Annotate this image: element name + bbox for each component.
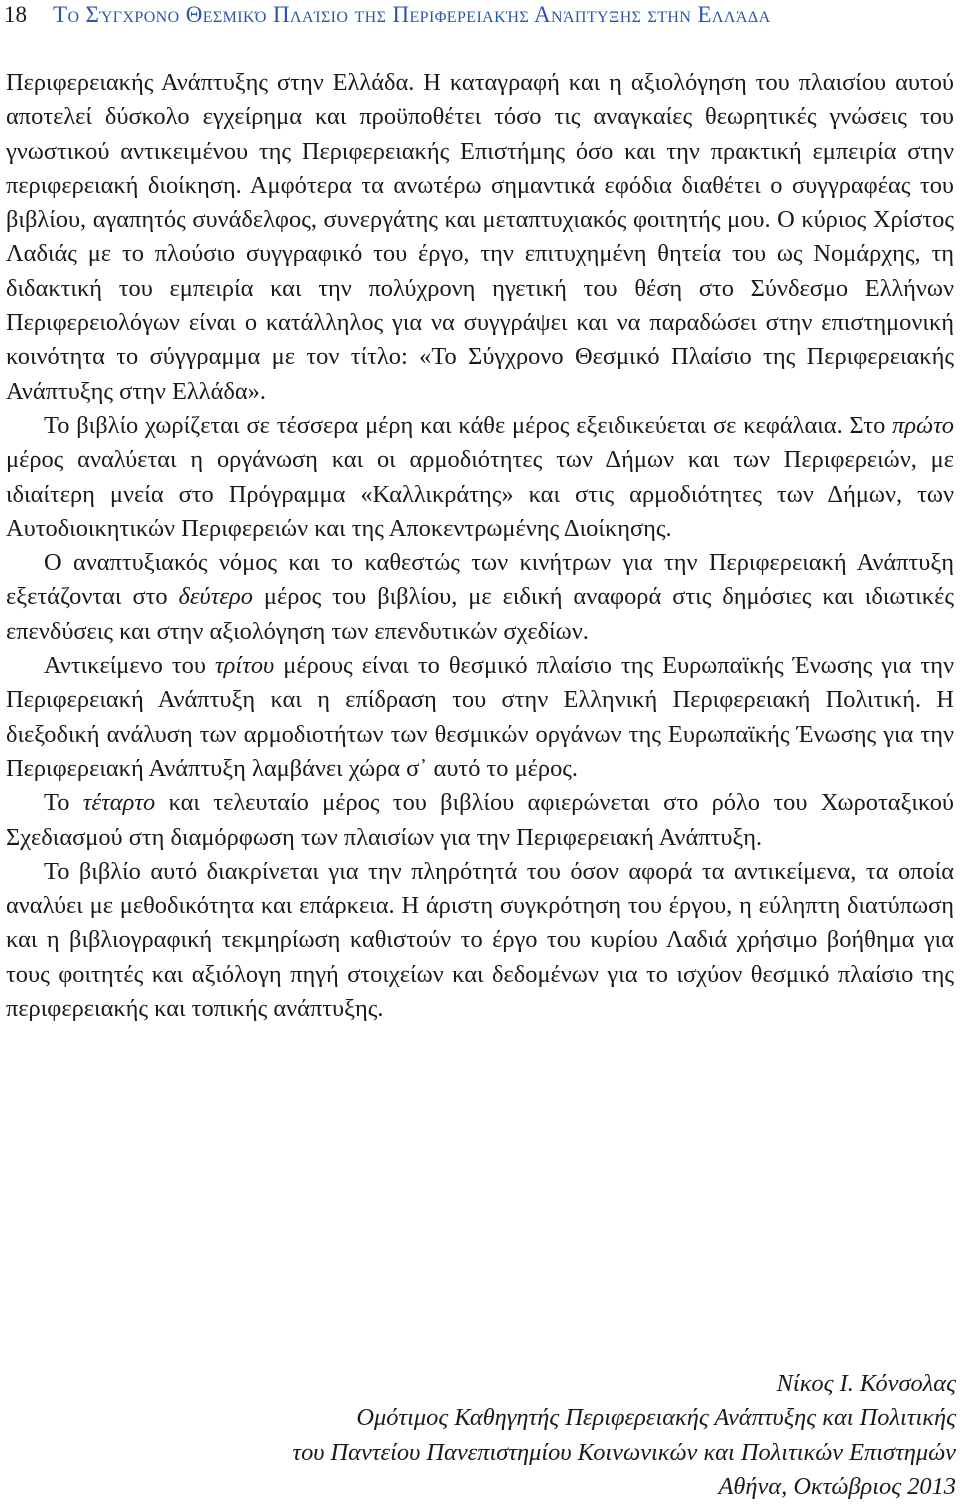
signature-name: Νίκος Ι. Κόνσολας — [776, 1370, 956, 1397]
paragraph-4-part-2: μέρους είναι το θεσμικό πλαίσιο της Ευρωπαϊκής Ένωσης για την Περιφερειακή Ανάπτυξη και η επίδραση του στην Ελληνική Περιφερειακή Πολιτική. Η διεξοδική ανάλυση των αρμοδιοτήτων των θεσμικών οργάνων της Ευρωπαϊκής Ένωσης για την Περιφερειακή Ανάπτυξη λαμβάνει χώρα σ᾽ αυτό το μέρος. — [6, 652, 954, 782]
paragraph-5 — [6, 786, 954, 855]
signature-place-date: Αθήνα, Οκτώβριος 2013 — [718, 1472, 956, 1500]
running-header — [4, 2, 954, 34]
paragraph-5-part-2: και τελευταίο μέρος του βιβλίου αφιερώνεται στο ρόλο του Χωροταξικού Σχεδιασμού στη διαμόρφωση των πλαισίων για την Περιφερειακή Ανάπτυξη. — [6, 789, 954, 851]
signature-affiliation: του Παντείου Πανεπιστημίου Κοινωνικών και Πολιτικών Επιστημών — [292, 1438, 956, 1466]
paragraph-3-part-2: μέρος του βιβλίου, με ειδική αναφορά στις δημόσιες και ιδιωτικές επενδύσεις και στην αξιολόγηση των επενδυτικών σχεδίων. — [6, 583, 954, 645]
signature-title: Ομότιμος Καθηγητής Περιφερειακής Ανάπτυξης και Πολιτικής — [356, 1404, 956, 1432]
running-title: Το Σύγχρονο Θεσμικό Πλαίσιο της Περιφερειακής Ανάπτυξης στην Ελλάδα — [53, 2, 771, 27]
paragraph-2-part-2: μέρος αναλύεται η οργάνωση και οι αρμοδιότητες των Δήμων και των Περιφερειών, με ιδιαίτερη μνεία στο Πρόγραμμα «Καλλικράτης» και στις αρμοδιότητες των Δήμων, των Αυτοδιοικητικών Περιφερειών και της Αποκεντρωμένης Διοίκησης. — [6, 446, 954, 542]
paragraph-3-part-1: Ο αναπτυξιακός νόμος και το καθεστώς των κινήτρων για την Περιφερειακή Ανάπτυξη εξετάζονται στο — [6, 549, 954, 611]
paragraph-2-emphasis: πρώτο — [892, 411, 954, 439]
paragraph-6: Το βιβλίο αυτό διακρίνεται για την πληρότητά του όσον αφορά τα αντικείμενα, τα οποία αναλύει με μεθοδικότητα και επάρκεια. Η άριστη συγκρότηση του έργου, η εύληπτη διατύπωση και η βιβλιογραφική τεκμηρίωση καθιστούν το έργο του κυρίου Λαδιά χρήσιμο βοήθημα για τους φοιτητές και αξιόλογη πηγή στοιχείων και δεδομένων για το ισχύον θεσμικό πλαίσιο της περιφερειακής και τοπικής ανάπτυξης. — [6, 857, 954, 1023]
paragraph-5-emphasis: τέταρτο — [82, 789, 156, 817]
paragraph-4-emphasis: τρίτου — [214, 652, 275, 680]
paragraph-1: Περιφερειακής Ανάπτυξης στην Ελλάδα. Η καταγραφή και η αξιολόγηση του πλαισίου αυτού αποτελεί δύσκολο εγχείρημα και προϋποθέτει τόσο τις αναγκαίες θεωρητικές γνώσεις του γνωστικού αντικειμένου της Περιφερειακής Επιστήμης όσο και την πρακτική εμπειρία στην περιφερειακή διοίκηση. Αμφότερα τα ανωτέρω σημαντικά εφόδια διαθέτει ο συγγραφέας του βιβλίου, αγαπητός συνάδελφος, συνεργάτης και μεταπτυχιακός φοιτητής μου. Ο κύριος Χρίστος Λαδιάς με το πλούσιο συγγραφικό του έργο, την επιτυχημένη θητεία του ως Νομάρχης, τη διδακτική του εμπειρία και την πολύχρονη ηγετική του θέση στο Σύνδεσμο Ελλήνων Περιφερειολόγων είναι ο κατάλληλος για να συγγράψει και να παραδώσει στην επιστημονική κοινότητα το σύγγραμμα με τον τίτλο: «Το Σύγχρονο Θεσμικό Πλαίσιο της Περιφερειακής Ανάπτυξης στην Ελλάδα». — [6, 69, 954, 405]
paragraph-4 — [6, 649, 954, 786]
body-text — [6, 66, 954, 1026]
paragraph-4-part-1: Αντικείμενο του — [44, 652, 215, 680]
paragraph-5-part-1: Το — [44, 789, 83, 817]
signature-block — [16, 1367, 956, 1504]
paragraph-3 — [6, 546, 954, 649]
paragraph-2 — [6, 409, 954, 546]
paragraph-2-part-1: Το βιβλίο χωρίζεται σε τέσσερα μέρη και κάθε μέρος εξειδικεύεται σε κεφάλαια. Στο — [44, 411, 893, 439]
page-number: 18 — [4, 2, 27, 27]
paragraph-3-emphasis: δεύτερο — [178, 583, 253, 611]
